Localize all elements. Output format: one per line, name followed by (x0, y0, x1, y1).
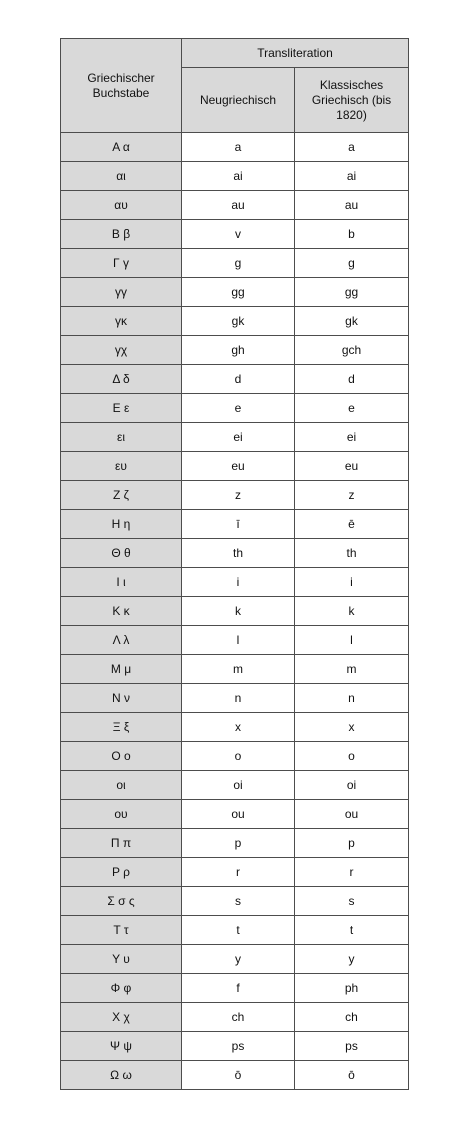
classical-transliteration-cell: eu (295, 452, 409, 481)
classical-transliteration-cell: y (295, 945, 409, 974)
classical-transliteration-cell: t (295, 916, 409, 945)
modern-transliteration-cell: r (182, 858, 295, 887)
classical-transliteration-cell: e (295, 394, 409, 423)
modern-transliteration-cell: f (182, 974, 295, 1003)
modern-transliteration-cell: d (182, 365, 295, 394)
table-row (61, 771, 409, 800)
modern-transliteration-cell: gh (182, 336, 295, 365)
classical-transliteration-cell: d (295, 365, 409, 394)
classical-transliteration-cell: ou (295, 800, 409, 829)
modern-transliteration-cell: m (182, 655, 295, 684)
table-row (61, 307, 409, 336)
table-row (61, 249, 409, 278)
classical-transliteration-cell: r (295, 858, 409, 887)
classical-transliteration-cell: ch (295, 1003, 409, 1032)
greek-letter-cell: Α α (61, 133, 182, 162)
greek-letter-cell: Ι ι (61, 568, 182, 597)
table-row (61, 162, 409, 191)
modern-transliteration-cell: au (182, 191, 295, 220)
modern-transliteration-cell: i (182, 568, 295, 597)
greek-letter-cell: ου (61, 800, 182, 829)
modern-transliteration-cell: x (182, 713, 295, 742)
greek-letter-cell: γγ (61, 278, 182, 307)
table-row (61, 191, 409, 220)
table-row (61, 568, 409, 597)
classical-transliteration-cell: au (295, 191, 409, 220)
classical-transliteration-cell: a (295, 133, 409, 162)
header-row-top (61, 39, 409, 68)
modern-transliteration-cell: ch (182, 1003, 295, 1032)
greek-letter-cell: Ρ ρ (61, 858, 182, 887)
greek-letter-cell: Η η (61, 510, 182, 539)
modern-transliteration-cell: ei (182, 423, 295, 452)
modern-transliteration-cell: k (182, 597, 295, 626)
modern-transliteration-cell: th (182, 539, 295, 568)
greek-letter-cell: Φ φ (61, 974, 182, 1003)
modern-transliteration-cell: s (182, 887, 295, 916)
table-row (61, 829, 409, 858)
table-row (61, 684, 409, 713)
greek-letter-cell: Δ δ (61, 365, 182, 394)
classical-transliteration-cell: k (295, 597, 409, 626)
table-row (61, 1061, 409, 1090)
transliteration-table (60, 38, 409, 1090)
classical-transliteration-cell: o (295, 742, 409, 771)
greek-letter-cell: αι (61, 162, 182, 191)
modern-transliteration-cell: n (182, 684, 295, 713)
modern-transliteration-cell: ai (182, 162, 295, 191)
greek-letter-cell: Ε ε (61, 394, 182, 423)
classical-transliteration-cell: ei (295, 423, 409, 452)
table-row (61, 220, 409, 249)
table-row (61, 916, 409, 945)
classical-transliteration-cell: th (295, 539, 409, 568)
classical-transliteration-cell: ō (295, 1061, 409, 1090)
table-row (61, 423, 409, 452)
greek-letter-cell: Ο ο (61, 742, 182, 771)
transliteration-table-container (60, 38, 409, 1090)
modern-transliteration-cell: g (182, 249, 295, 278)
header-transliteration-group: Transliteration (182, 39, 409, 68)
greek-letter-cell: Λ λ (61, 626, 182, 655)
table-row (61, 481, 409, 510)
classical-transliteration-cell: l (295, 626, 409, 655)
modern-transliteration-cell: ī (182, 510, 295, 539)
greek-letter-cell: οι (61, 771, 182, 800)
table-row (61, 945, 409, 974)
modern-transliteration-cell: o (182, 742, 295, 771)
modern-transliteration-cell: t (182, 916, 295, 945)
modern-transliteration-cell: a (182, 133, 295, 162)
greek-letter-cell: γχ (61, 336, 182, 365)
table-row (61, 365, 409, 394)
greek-letter-cell: Γ γ (61, 249, 182, 278)
classical-transliteration-cell: ai (295, 162, 409, 191)
classical-transliteration-cell: oi (295, 771, 409, 800)
modern-transliteration-cell: e (182, 394, 295, 423)
greek-letter-cell: Ν ν (61, 684, 182, 713)
classical-transliteration-cell: s (295, 887, 409, 916)
modern-transliteration-cell: gg (182, 278, 295, 307)
table-row (61, 452, 409, 481)
header-classical-column: Klassisches Griechisch (bis 1820) (295, 68, 409, 133)
greek-letter-cell: Ω ω (61, 1061, 182, 1090)
classical-transliteration-cell: ē (295, 510, 409, 539)
modern-transliteration-cell: oi (182, 771, 295, 800)
classical-transliteration-cell: m (295, 655, 409, 684)
greek-letter-cell: Χ χ (61, 1003, 182, 1032)
modern-transliteration-cell: l (182, 626, 295, 655)
greek-letter-cell: Κ κ (61, 597, 182, 626)
table-row (61, 655, 409, 684)
header-modern-column: Neugriechisch (182, 68, 295, 133)
table-row (61, 713, 409, 742)
table-row (61, 742, 409, 771)
classical-transliteration-cell: ph (295, 974, 409, 1003)
greek-letter-cell: ευ (61, 452, 182, 481)
modern-transliteration-cell: gk (182, 307, 295, 336)
greek-letter-cell: Υ υ (61, 945, 182, 974)
table-row (61, 510, 409, 539)
table-body (61, 133, 409, 1090)
table-row (61, 133, 409, 162)
classical-transliteration-cell: n (295, 684, 409, 713)
modern-transliteration-cell: p (182, 829, 295, 858)
modern-transliteration-cell: y (182, 945, 295, 974)
modern-transliteration-cell: ou (182, 800, 295, 829)
table-row (61, 539, 409, 568)
greek-letter-cell: Β β (61, 220, 182, 249)
table-row (61, 394, 409, 423)
classical-transliteration-cell: gk (295, 307, 409, 336)
modern-transliteration-cell: ps (182, 1032, 295, 1061)
greek-letter-cell: Ψ ψ (61, 1032, 182, 1061)
table-header (61, 39, 409, 133)
table-row (61, 1032, 409, 1061)
classical-transliteration-cell: i (295, 568, 409, 597)
greek-letter-cell: Θ θ (61, 539, 182, 568)
table-row (61, 858, 409, 887)
modern-transliteration-cell: z (182, 481, 295, 510)
greek-letter-cell: γκ (61, 307, 182, 336)
header-letter-column: Griechischer Buchstabe (61, 39, 182, 133)
greek-letter-cell: Σ σ ς (61, 887, 182, 916)
classical-transliteration-cell: gg (295, 278, 409, 307)
modern-transliteration-cell: v (182, 220, 295, 249)
classical-transliteration-cell: g (295, 249, 409, 278)
table-row (61, 626, 409, 655)
table-row (61, 597, 409, 626)
table-row (61, 800, 409, 829)
table-row (61, 336, 409, 365)
classical-transliteration-cell: ps (295, 1032, 409, 1061)
modern-transliteration-cell: eu (182, 452, 295, 481)
greek-letter-cell: Π π (61, 829, 182, 858)
classical-transliteration-cell: b (295, 220, 409, 249)
greek-letter-cell: Ζ ζ (61, 481, 182, 510)
greek-letter-cell: αυ (61, 191, 182, 220)
classical-transliteration-cell: p (295, 829, 409, 858)
classical-transliteration-cell: z (295, 481, 409, 510)
classical-transliteration-cell: gch (295, 336, 409, 365)
table-row (61, 278, 409, 307)
modern-transliteration-cell: ō (182, 1061, 295, 1090)
greek-letter-cell: Τ τ (61, 916, 182, 945)
greek-letter-cell: Μ μ (61, 655, 182, 684)
table-row (61, 887, 409, 916)
greek-letter-cell: ει (61, 423, 182, 452)
table-row (61, 1003, 409, 1032)
classical-transliteration-cell: x (295, 713, 409, 742)
table-row (61, 974, 409, 1003)
greek-letter-cell: Ξ ξ (61, 713, 182, 742)
